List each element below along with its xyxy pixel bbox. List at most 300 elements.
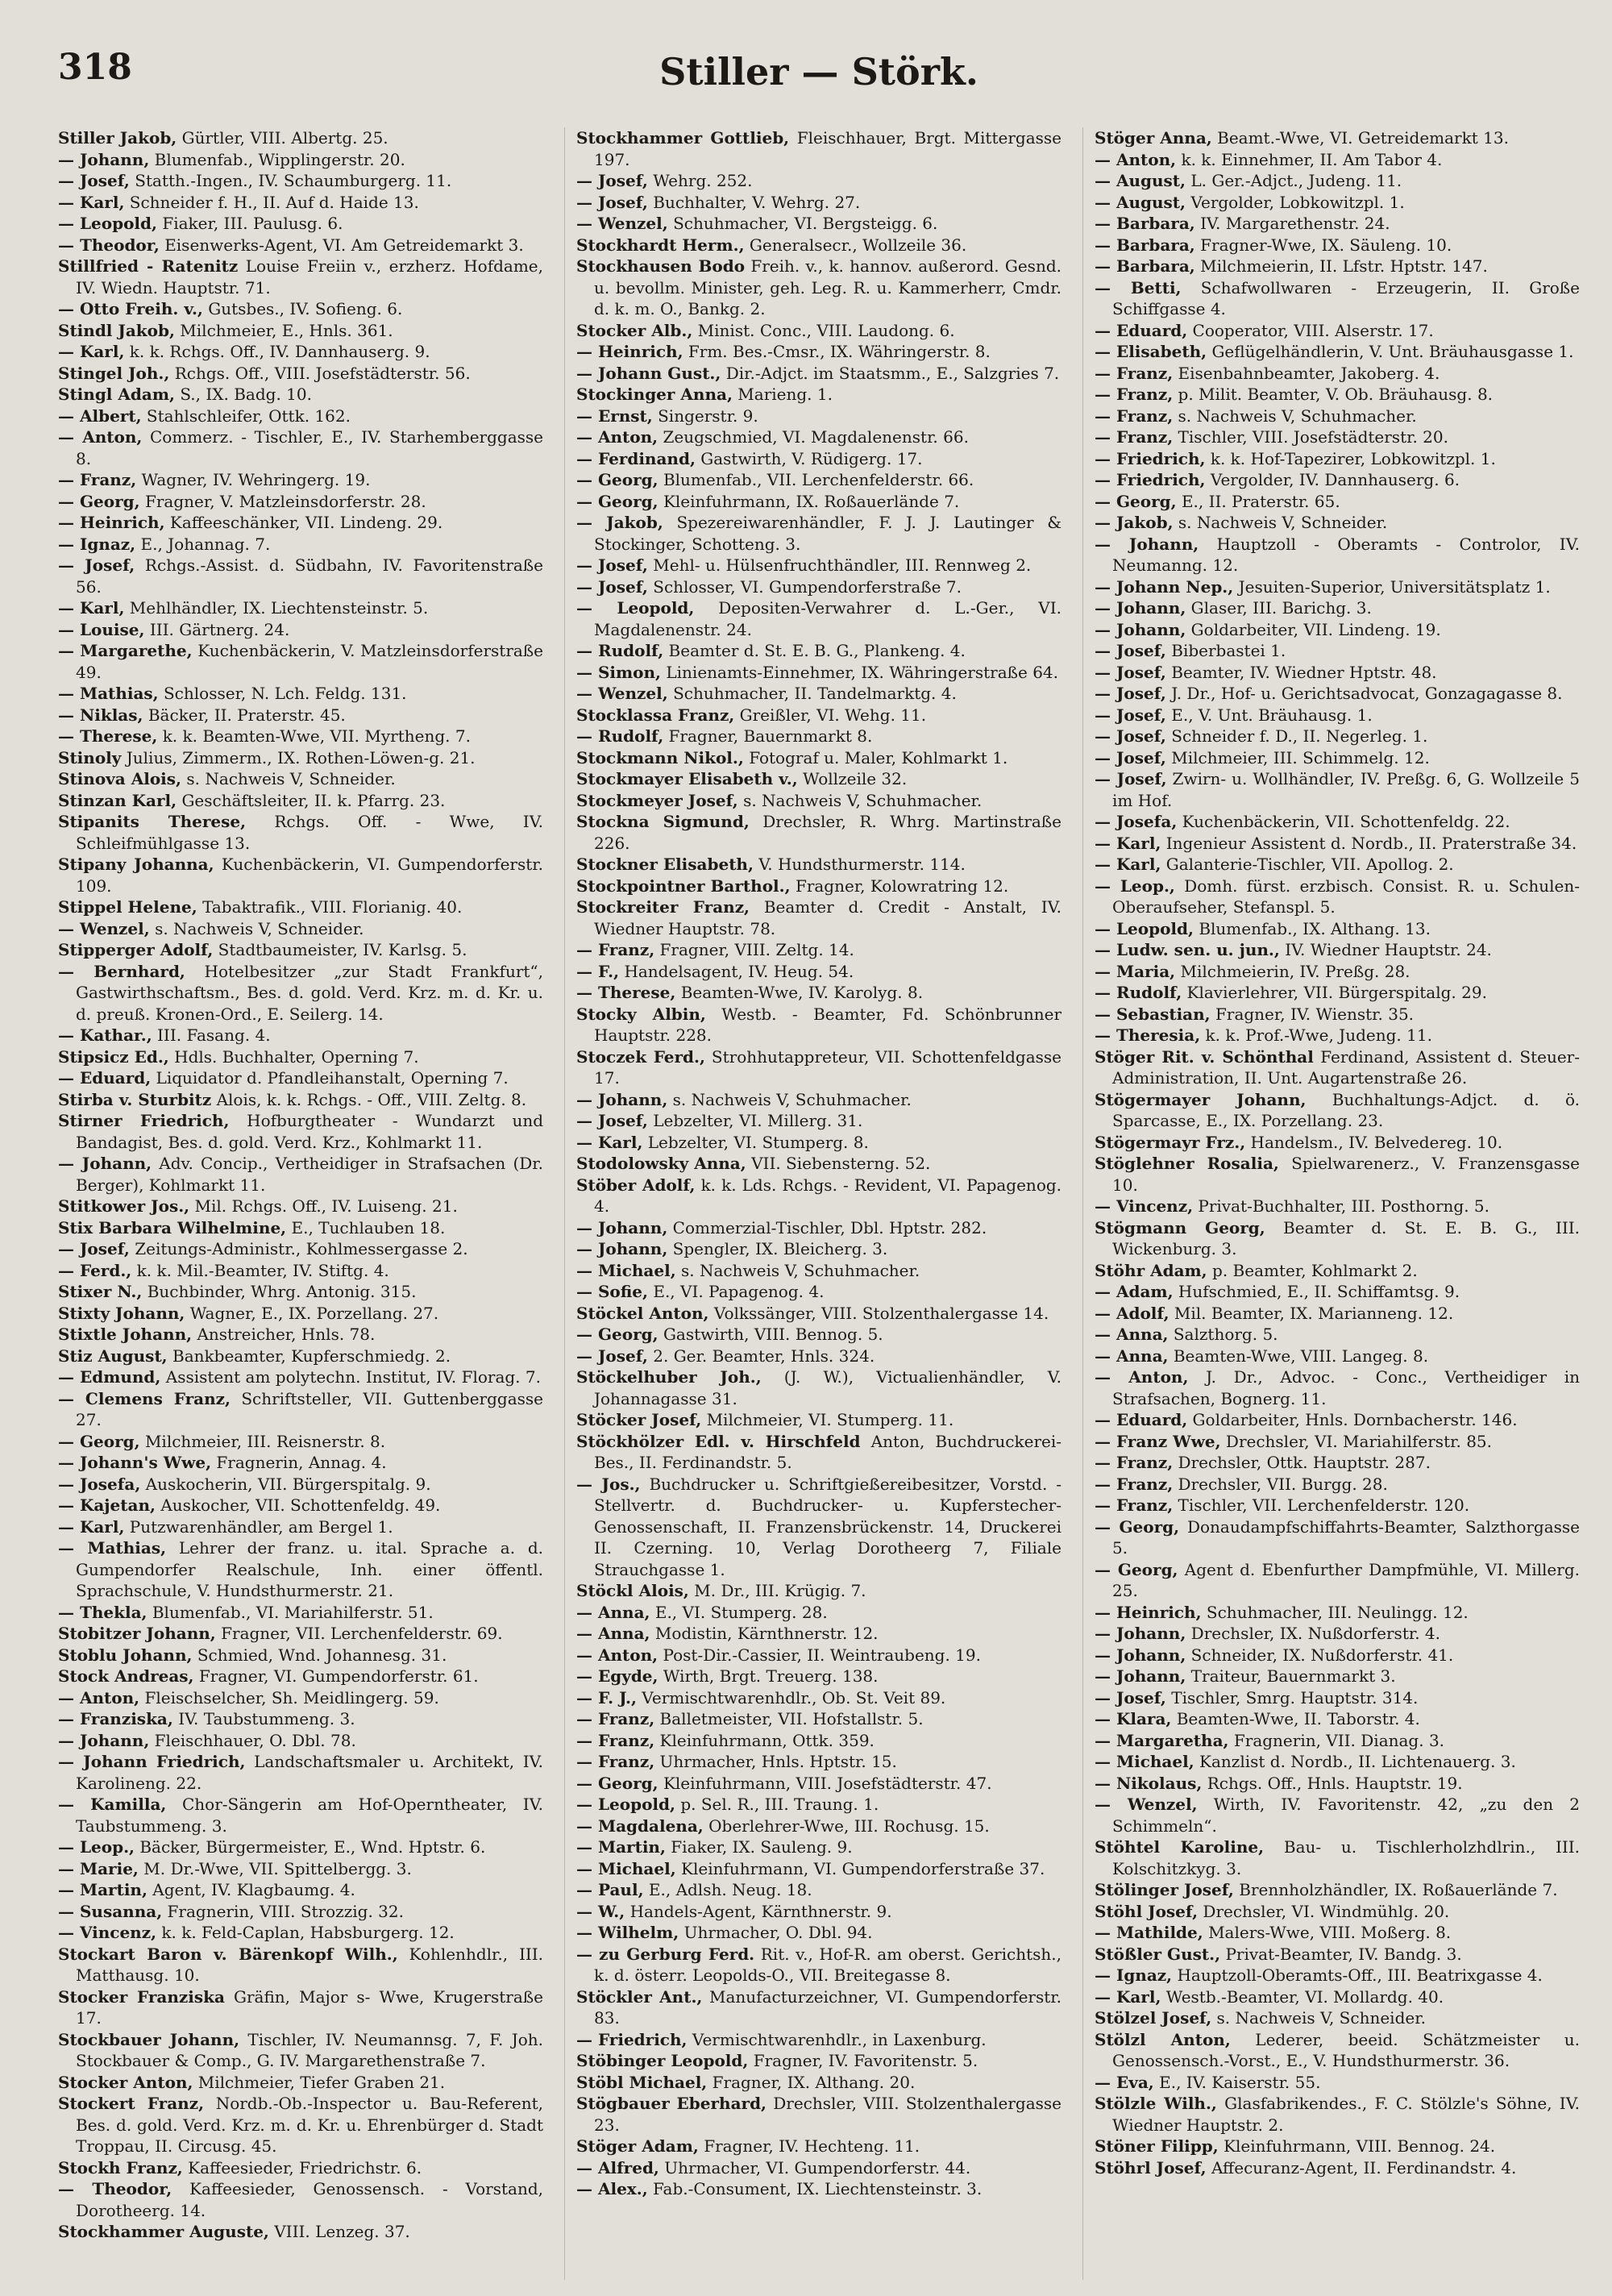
entry-name: — Theresia, — [1095, 1025, 1201, 1045]
entry-name: — Leop., — [58, 1837, 135, 1857]
entry-details: s. Nachweis V, Schuhmacher. — [1178, 406, 1417, 426]
directory-entry — [58, 1751, 543, 1794]
entry-name: — Ferd., — [58, 1260, 132, 1280]
entry-name: Stöbinger Leopold, — [576, 2051, 749, 2070]
entry-name: — Nikolaus, — [1095, 1773, 1203, 1793]
directory-entry — [576, 127, 1062, 170]
directory-entry — [1095, 811, 1580, 833]
entry-name: — Georg, — [58, 1431, 140, 1451]
entry-details: Domh. fürst. erzbisch. Consist. R. u. Schulen-Oberaufseher, Stefanspl. 5. — [1112, 876, 1580, 917]
entry-name: Stockbauer Johann, — [58, 2029, 240, 2049]
entry-details: Drechsler, Ottk. Hauptstr. 287. — [1178, 1453, 1431, 1472]
entry-name: — Josef, — [1095, 747, 1166, 767]
entry-details: Brennholzhändler, IX. Roßauerlände 7. — [1239, 1880, 1558, 1899]
directory-entry — [1095, 1025, 1580, 1046]
entry-name: — Franz, — [576, 1730, 655, 1750]
directory-entry — [1095, 1366, 1580, 1409]
entry-details: J. Dr., Advoc. - Conc., Vertheidiger in Strafsachen, Bognerg. 11. — [1112, 1367, 1580, 1408]
entry-name: Stöhr Adam, — [1095, 1260, 1207, 1280]
entry-name: — Franz, — [1095, 1453, 1174, 1472]
entry-details: p. Sel. R., III. Traung. 1. — [680, 1795, 879, 1814]
entry-details: Agent, IV. Klagbaumg. 4. — [152, 1880, 355, 1899]
directory-entry — [1095, 1986, 1580, 2008]
entry-details: Fragner, Kolowratring 12. — [795, 876, 1009, 896]
directory-entry — [1095, 491, 1580, 513]
directory-entry — [576, 982, 1062, 1004]
entry-details: Rit. v., Hof-R. am oberst. Gerichtsh., k. d. österr. Leopolds-O., VII. Breitegasse 8. — [594, 1944, 1062, 1985]
entry-details: Goldarbeiter, VII. Lindeng. 19. — [1190, 619, 1441, 639]
directory-entry — [576, 1303, 1062, 1325]
entry-details: Galanterie-Tischler, VII. Apollog. 2. — [1165, 855, 1454, 874]
entry-name: — Barbara, — [1095, 235, 1195, 255]
entry-details: Wagner, E., IX. Porzellang. 27. — [189, 1303, 439, 1323]
directory-entry — [576, 726, 1062, 747]
directory-entry — [576, 1922, 1062, 1944]
entry-details: Louise Freiin v., erzherz. Hofdame, IV. Wiedn. Hauptstr. 71. — [76, 256, 543, 297]
entry-details: Glasfabrikendes., F. C. Stölzle's Söhne, IV. Wiedner Hauptstr. 2. — [1112, 2094, 1580, 2135]
entry-name: — Marie, — [58, 1858, 139, 1878]
entry-details: Lehrer der franz. u. ital. Sprache a. d. Gumpendorfer Realschule, Inh. einer öffentl. Sprachschule, V. Hundsthurmerstr. 21. — [76, 1538, 543, 1600]
entry-details: Marieng. 1. — [737, 385, 833, 404]
directory-entry — [1095, 939, 1580, 961]
entry-name: — Ignaz, — [1095, 1965, 1173, 1985]
entry-name: — Adam, — [1095, 1282, 1174, 1301]
entry-name: — Anna, — [1095, 1346, 1169, 1366]
entry-name: — Anton, — [1095, 1367, 1189, 1387]
entry-details: Kaffeesieder, Friedrichstr. 6. — [188, 2157, 422, 2177]
entry-details: Zwirn- u. Wollhändler, IV. Preßg. 6, G. Wollzeile 5 im Hof. — [1112, 769, 1580, 810]
directory-entry — [58, 298, 543, 320]
entry-name: — Anna, — [576, 1602, 650, 1622]
entry-details: Mil. Rchgs. Off., IV. Luiseng. 21. — [194, 1196, 458, 1216]
directory-entry — [1095, 683, 1580, 705]
entry-details: Linienamts-Einnehmer, IX. Währingerstraße 64. — [666, 662, 1059, 682]
entry-details: (J. W.), Victualienhändler, V. Johannagasse 31. — [594, 1367, 1062, 1408]
entry-details: Drechsler, VI. Windmühlg. 20. — [1203, 1901, 1450, 1921]
entry-name: — Josef, — [1095, 684, 1166, 703]
entry-details: Wagner, IV. Wehringerg. 19. — [141, 470, 371, 489]
directory-entry — [58, 320, 543, 342]
entry-details: Lederer, beeid. Schätzmeister u. Genossensch.-Vorst., E., V. Hundsthurmerstr. 36. — [1112, 2029, 1580, 2070]
entry-details: Rchgs. Off., Hnls. Hauptstr. 19. — [1207, 1773, 1463, 1793]
entry-name: Stöckel Anton, — [576, 1303, 709, 1323]
entry-details: s. Nachweis V, Schneider. — [186, 769, 396, 788]
directory-entry — [1095, 534, 1580, 576]
directory-entry — [1095, 576, 1580, 598]
entry-details: Fragner-Wwe, IX. Säuleng. 10. — [1200, 235, 1452, 255]
entry-details: Beamter, IV. Wiedner Hptstr. 48. — [1171, 662, 1437, 682]
entry-details: s. Nachweis V, Schneider. — [155, 918, 364, 938]
entry-name: — Kathar., — [58, 1025, 152, 1045]
directory-entry — [576, 213, 1062, 235]
directory-entry — [1095, 854, 1580, 876]
entry-details: E., VI. Papagenog. 4. — [653, 1282, 825, 1301]
directory-entry — [1095, 1409, 1580, 1431]
entry-details: Zeitungs-Administr., Kohlmessergasse 2. — [135, 1239, 468, 1258]
entry-name: Stöhrl Josef, — [1095, 2157, 1207, 2177]
entry-name: — Sebastian, — [1095, 1004, 1211, 1024]
entry-name: Stinzan Karl, — [58, 790, 177, 810]
directory-entry — [1095, 1516, 1580, 1559]
entry-name: — Eduard, — [58, 1068, 152, 1088]
entry-name: — Eduard, — [1095, 320, 1188, 340]
entry-details: Depositen-Verwahrer d. L.-Ger., VI. Magdalenenstr. 24. — [594, 598, 1062, 639]
entry-details: Kanzlist d. Nordb., II. Lichtenauerg. 3. — [1199, 1752, 1516, 1771]
entry-details: Beamter d. St. E. B. G., III. Wickenburg. 3. — [1112, 1217, 1580, 1258]
entry-name: — Heinrich, — [1095, 1602, 1202, 1622]
entry-name: Stobitzer Johann, — [58, 1624, 216, 1643]
directory-entry — [576, 1901, 1062, 1923]
directory-entry — [58, 1901, 543, 1923]
entry-details: Vergolder, IV. Dannhauserg. 6. — [1210, 470, 1460, 489]
entry-details: Kaffeesieder, Genossensch. - Vorstand, Dorotheerg. 14. — [76, 2179, 543, 2220]
entry-name: Stocklassa Franz, — [576, 705, 735, 725]
directory-entry — [576, 1687, 1062, 1709]
directory-entry — [1095, 469, 1580, 491]
entry-details: k. k. Rchgs. Off., IV. Dannhauserg. 9. — [129, 342, 430, 361]
entry-details: Fleischhauer, O. Dbl. 78. — [154, 1730, 356, 1750]
directory-entry — [58, 192, 543, 214]
entry-name: — Franz, — [576, 1709, 655, 1728]
entry-details: Buchbinder, Whrg. Antonig. 315. — [147, 1282, 417, 1301]
entry-name: — Anton, — [576, 427, 659, 447]
directory-entry — [58, 1388, 543, 1431]
entry-name: — Johann, — [58, 1730, 150, 1750]
entry-name: Stockert Franz, — [58, 2094, 205, 2113]
page-header — [58, 39, 1580, 127]
entry-name: — Josef, — [576, 555, 648, 575]
entry-name: Stirner Friedrich, — [58, 1111, 230, 1130]
entry-details: Post-Dir.-Cassier, II. Weintraubeng. 19. — [663, 1645, 981, 1665]
directory-entry — [58, 1260, 543, 1282]
entry-name: — Therese, — [58, 726, 158, 746]
entry-name: — Georg, — [1095, 491, 1177, 511]
directory-entry — [1095, 1666, 1580, 1687]
directory-entry — [58, 1452, 543, 1474]
entry-details: E., Tuchlauben 18. — [291, 1217, 446, 1237]
directory-entry — [1095, 619, 1580, 641]
entry-name: — Josef, — [1095, 662, 1166, 682]
entry-details: Mehlhändler, IX. Liechtensteinstr. 5. — [129, 598, 429, 618]
entry-details: Lebzelter, VI. Stumperg. 8. — [647, 1132, 869, 1152]
directory-entry — [576, 1623, 1062, 1645]
directory-entry — [1095, 1687, 1580, 1709]
entry-name: — Franz, — [1095, 385, 1174, 404]
entry-name: — Karl, — [58, 192, 125, 212]
directory-entry — [58, 1046, 543, 1068]
directory-entry — [1095, 1922, 1580, 1944]
directory-entry — [58, 1858, 543, 1880]
entry-name: Stöhtel Karoline, — [1095, 1837, 1265, 1857]
directory-entry — [58, 1346, 543, 1367]
entry-details: Handels-Agent, Kärnthnerstr. 9. — [629, 1901, 892, 1921]
entry-details: Schriftsteller, VII. Guttenberggasse 27. — [76, 1388, 543, 1429]
entry-details: Westb. - Beamter, Fd. Schönbrunner Hauptstr. 228. — [594, 1004, 1062, 1045]
entry-name: Stögermayr Frz., — [1095, 1132, 1246, 1152]
entry-name: — zu Gerburg Ferd. — [576, 1944, 755, 1964]
entry-name: — Johann, — [58, 149, 150, 169]
directory-entry — [1095, 127, 1580, 149]
entry-name: — Niklas, — [58, 705, 143, 725]
entry-details: IV. Taubstummeng. 3. — [178, 1709, 355, 1728]
entry-name: — Ignaz, — [58, 534, 136, 554]
directory-entry — [576, 341, 1062, 363]
entry-details: Mehl- u. Hülsenfruchthändler, III. Rennweg 2. — [653, 555, 1032, 575]
entry-details: Salzthorg. 5. — [1173, 1325, 1278, 1344]
entry-name: — Josef, — [576, 1346, 648, 1366]
entry-name: — Maria, — [1095, 961, 1176, 981]
directory-entry — [576, 320, 1062, 342]
entry-details: Schlosser, N. Lch. Feldg. 131. — [163, 684, 407, 703]
directory-entry — [576, 1238, 1062, 1260]
entry-details: Anton, Buchdruckerei-Bes., II. Ferdinandstr. 5. — [594, 1431, 1062, 1472]
entry-name: — Clemens Franz, — [58, 1388, 231, 1408]
directory-entry — [1095, 1431, 1580, 1453]
directory-entry — [576, 1602, 1062, 1624]
directory-entry — [58, 1516, 543, 1538]
directory-entry — [58, 1025, 543, 1046]
entry-name: Stippel Helene, — [58, 897, 197, 917]
directory-entry — [58, 2093, 543, 2157]
entry-name: Stipsicz Ed., — [58, 1046, 169, 1067]
entry-name: Stögbauer Eberhard, — [576, 2094, 767, 2113]
directory-entry — [58, 854, 543, 896]
directory-entry — [1095, 1324, 1580, 1346]
entry-name: Stockmayer Elisabeth v., — [576, 769, 798, 788]
directory-entry — [58, 2072, 543, 2094]
entry-details: Fragnerin, VIII. Strozzig. 32. — [167, 1901, 404, 1921]
entry-details: E., V. Unt. Bräuhausg. 1. — [1171, 705, 1373, 725]
directory-entry — [58, 705, 543, 726]
directory-entry — [1095, 1217, 1580, 1260]
directory-entry — [576, 555, 1062, 576]
directory-entry — [58, 1324, 543, 1346]
directory-entry — [1095, 597, 1580, 619]
directory-entry — [576, 1794, 1062, 1816]
entry-name: — Eva, — [1095, 2072, 1154, 2092]
directory-entry — [576, 683, 1062, 705]
directory-entry — [1095, 726, 1580, 747]
entry-name: Stockner Elisabeth, — [576, 855, 754, 874]
entry-name: — Friedrich, — [1095, 470, 1206, 489]
entry-details: Klavierlehrer, VII. Bürgerspitalg. 29. — [1186, 983, 1487, 1002]
entry-details: Spielwarenerz., V. Franzensgasse 10. — [1112, 1154, 1580, 1195]
entry-name: Stöger Rit. v. Schönthal — [1095, 1046, 1314, 1067]
entry-name: — Georg, — [1095, 1516, 1180, 1537]
entry-details: Blumenfab., IX. Althang. 13. — [1199, 918, 1431, 938]
entry-details: 2. Ger. Beamter, Hnls. 324. — [653, 1346, 875, 1366]
entry-name: Stockhammer Auguste, — [58, 2222, 269, 2241]
directory-entry — [58, 1537, 543, 1602]
entry-name: — Alfred, — [576, 2157, 659, 2177]
entry-name: — Martin, — [576, 1837, 666, 1857]
entry-details: Auskocher, VII. Schottenfeldg. 49. — [160, 1495, 441, 1515]
entry-details: Landschaftsmaler u. Architekt, IV. Karolineng. 22. — [76, 1752, 543, 1793]
entry-name: Stipanits Therese, — [58, 812, 247, 831]
directory-entry — [576, 448, 1062, 470]
entry-details: Gürtler, VIII. Albertg. 25. — [181, 128, 388, 148]
entry-name: — Josef, — [1095, 705, 1166, 725]
directory-entry — [576, 768, 1062, 790]
directory-entry — [576, 2136, 1062, 2157]
entry-details: Schuhmacher, VI. Bergsteigg. 6. — [673, 214, 938, 233]
directory-entry — [576, 384, 1062, 406]
entry-name: Stipany Johanna, — [58, 855, 214, 874]
directory-entry — [1095, 833, 1580, 855]
directory-entry — [58, 534, 543, 555]
directory-entry — [576, 469, 1062, 491]
entry-details: Fragner, IV. Favoritenstr. 5. — [753, 2051, 978, 2070]
entry-details: Freih. v., k. hannov. außerord. Gesnd. u. bevollm. Minister, geh. Leg. R. u. Kammerherr, Cmdr. d. k. m. O., Bankg. 2. — [594, 256, 1062, 318]
entry-name: — Margarethe, — [58, 641, 193, 660]
directory-entry — [1095, 426, 1580, 448]
directory-entry — [1095, 1346, 1580, 1367]
directory-entry — [58, 683, 543, 705]
directory-entry — [1095, 2157, 1580, 2179]
directory-entry — [1095, 1944, 1580, 1965]
entry-name: Stöner Filipp, — [1095, 2136, 1219, 2156]
entry-name: Stiller Jakob, — [58, 128, 177, 148]
entry-name: — Magdalena, — [576, 1816, 704, 1836]
entry-name: — Kajetan, — [58, 1495, 156, 1515]
entry-details: Fragnerin, Annag. 4. — [216, 1453, 387, 1472]
entry-details: Gutsbes., IV. Sofieng. 6. — [208, 299, 403, 318]
directory-entry — [1095, 277, 1580, 320]
entry-name: — F. J., — [576, 1687, 637, 1707]
entry-name: — Rudolf, — [576, 641, 664, 660]
entry-name: Stocker Anton, — [58, 2072, 193, 2092]
entry-name: — Theodor, — [58, 235, 160, 255]
directory-entry — [576, 1986, 1062, 2029]
entry-details: Schmied, Wnd. Johannesg. 31. — [197, 1645, 447, 1665]
entry-name: Stockpointner Barthol., — [576, 876, 791, 896]
directory-entry — [576, 1474, 1062, 1581]
entry-details: Biberbastei 1. — [1171, 641, 1286, 660]
entry-details: Modistin, Kärnthnerstr. 12. — [654, 1624, 879, 1643]
directory-entry — [576, 192, 1062, 214]
entry-name: Stixtle Johann, — [58, 1325, 193, 1344]
entry-name: Stöckhölzer Edl. v. Hirschfeld — [576, 1431, 861, 1451]
entry-name: — Josef, — [58, 1239, 130, 1258]
entry-name: — Elisabeth, — [1095, 342, 1207, 361]
entry-name: — Ludw. sen. u. jun., — [1095, 940, 1280, 959]
directory-entry — [1095, 876, 1580, 918]
directory-entry — [576, 640, 1062, 662]
entry-details: Beamten-Wwe, II. Taborstr. 4. — [1176, 1709, 1420, 1728]
entry-details: Uhrmacher, VI. Gumpendorferstr. 44. — [664, 2157, 971, 2177]
entry-details: s. Nachweis V, Schneider. — [1216, 2008, 1426, 2028]
entry-details: L. Ger.-Adjct., Judeng. 11. — [1190, 171, 1402, 190]
entry-name: — Michael, — [576, 1858, 676, 1878]
entry-name: — Anna, — [1095, 1325, 1169, 1344]
entry-name: Stögermayer Johann, — [1095, 1089, 1307, 1109]
directory-entry — [576, 1260, 1062, 1282]
entry-name: — Michael, — [576, 1260, 676, 1280]
entry-details: Drechsler, VII. Burgg. 28. — [1178, 1474, 1388, 1494]
entry-details: Kuchenbäckerin, VI. Gumpendorferstr. 109. — [76, 855, 543, 896]
entry-details: Fragner, V. Matzleinsdorferstr. 28. — [144, 491, 426, 511]
directory-entry — [58, 768, 543, 790]
entry-details: k. k. Mil.-Beamter, IV. Stiftg. 4. — [136, 1260, 389, 1280]
directory-entry — [576, 1708, 1062, 1730]
entry-name: Stößler Gust., — [1095, 1944, 1221, 1964]
entry-name: — Wenzel, — [576, 684, 668, 703]
directory-entry — [58, 1666, 543, 1687]
entry-details: VII. Siebensterng. 52. — [751, 1154, 931, 1173]
directory-entry — [576, 1431, 1062, 1474]
entry-name: — Josef, — [1095, 1687, 1166, 1707]
directory-entry — [576, 1217, 1062, 1239]
entry-details: k. k. Einnehmer, II. Am Tabor 4. — [1181, 149, 1443, 169]
entry-name: Stockart Baron v. Bärenkopf Wilh., — [58, 1944, 398, 1964]
entry-details: Fab.-Consument, IX. Liechtensteinstr. 3. — [653, 2179, 983, 2198]
entry-name: — Anna, — [576, 1624, 650, 1643]
entry-name: — Vincenz, — [58, 1923, 157, 1942]
directory-entry — [1095, 1452, 1580, 1474]
directory-entry — [58, 1495, 543, 1516]
directory-entry — [58, 170, 543, 192]
entry-details: Blumenfab., VII. Lerchenfelderstr. 66. — [663, 470, 974, 489]
entry-name: Stillfried - Ratenitz — [58, 256, 239, 276]
directory-entry — [58, 384, 543, 406]
entry-details: V. Hundsthurmerstr. 114. — [758, 855, 966, 874]
entry-details: Traiteur, Bauernmarkt 3. — [1190, 1666, 1396, 1686]
entry-details: Frm. Bes.-Cmsr., IX. Währingerstr. 8. — [688, 342, 991, 361]
entry-details: Ferdinand, Assistent d. Steuer-Administration, II. Unt. Augartenstraße 26. — [1112, 1046, 1580, 1088]
entry-details: Dir.-Adjct. im Staatsmm., E., Salzgries 7. — [725, 363, 1060, 383]
directory-entry — [1095, 1474, 1580, 1495]
directory-entry — [576, 939, 1062, 961]
entry-name: — F., — [576, 961, 620, 981]
entry-details: Glaser, III. Barichg. 3. — [1190, 598, 1372, 618]
entry-name: Stölinger Josef, — [1095, 1880, 1234, 1899]
entry-details: Manufacturzeichner, VI. Gumpendorferstr. 83. — [594, 1986, 1062, 2028]
entry-details: Wirth, Brgt. Treuerg. 138. — [663, 1666, 879, 1686]
entry-details: Generalsecr., Wollzeile 36. — [749, 235, 967, 255]
entry-details: Privat-Beamter, IV. Bandg. 3. — [1225, 1944, 1462, 1964]
entry-details: Oberlehrer-Wwe, III. Rochusg. 15. — [708, 1816, 990, 1836]
directory-entry — [1095, 384, 1580, 406]
directory-entry — [1095, 640, 1580, 662]
directory-entry — [58, 2029, 543, 2072]
entry-details: Spengler, IX. Bleicherg. 3. — [672, 1239, 888, 1258]
entry-name: — Wenzel, — [1095, 1795, 1198, 1814]
directory-entry — [58, 811, 543, 854]
directory-entry — [1095, 2029, 1580, 2072]
entry-name: Stoczek Ferd., — [576, 1046, 705, 1067]
entry-details: Eisenwerks-Agent, VI. Am Getreidemarkt 3. — [164, 235, 524, 255]
entry-name: Stocker Franziska — [58, 1986, 225, 2007]
entry-name: — Leop., — [1095, 876, 1175, 896]
entry-name: Stockhammer Gottlieb, — [576, 128, 790, 148]
directory-entry — [576, 1132, 1062, 1154]
entry-details: Milchmeier, E., Hnls. 361. — [180, 320, 393, 340]
entry-name: — Margaretha, — [1095, 1730, 1229, 1750]
directory-entry — [576, 1773, 1062, 1795]
entry-details: Milchmeier, III. Reisnerstr. 8. — [144, 1431, 386, 1451]
directory-entry — [58, 491, 543, 513]
entry-details: Hauptzoll - Oberamts - Controlor, IV. Neumanng. 12. — [1112, 534, 1580, 575]
directory-entry — [576, 2093, 1062, 2136]
directory-entry — [576, 1645, 1062, 1666]
directory-entry — [1095, 256, 1580, 277]
entry-name: — Johann Gust., — [576, 363, 721, 383]
entry-name: — Anton, — [1095, 149, 1177, 169]
entry-details: Fragner, IV. Hechteng. 11. — [704, 2136, 920, 2156]
entry-details: Malers-Wwe, VIII. Moßerg. 8. — [1208, 1923, 1452, 1942]
directory-entry — [576, 256, 1062, 320]
directory-entry — [576, 1409, 1062, 1431]
